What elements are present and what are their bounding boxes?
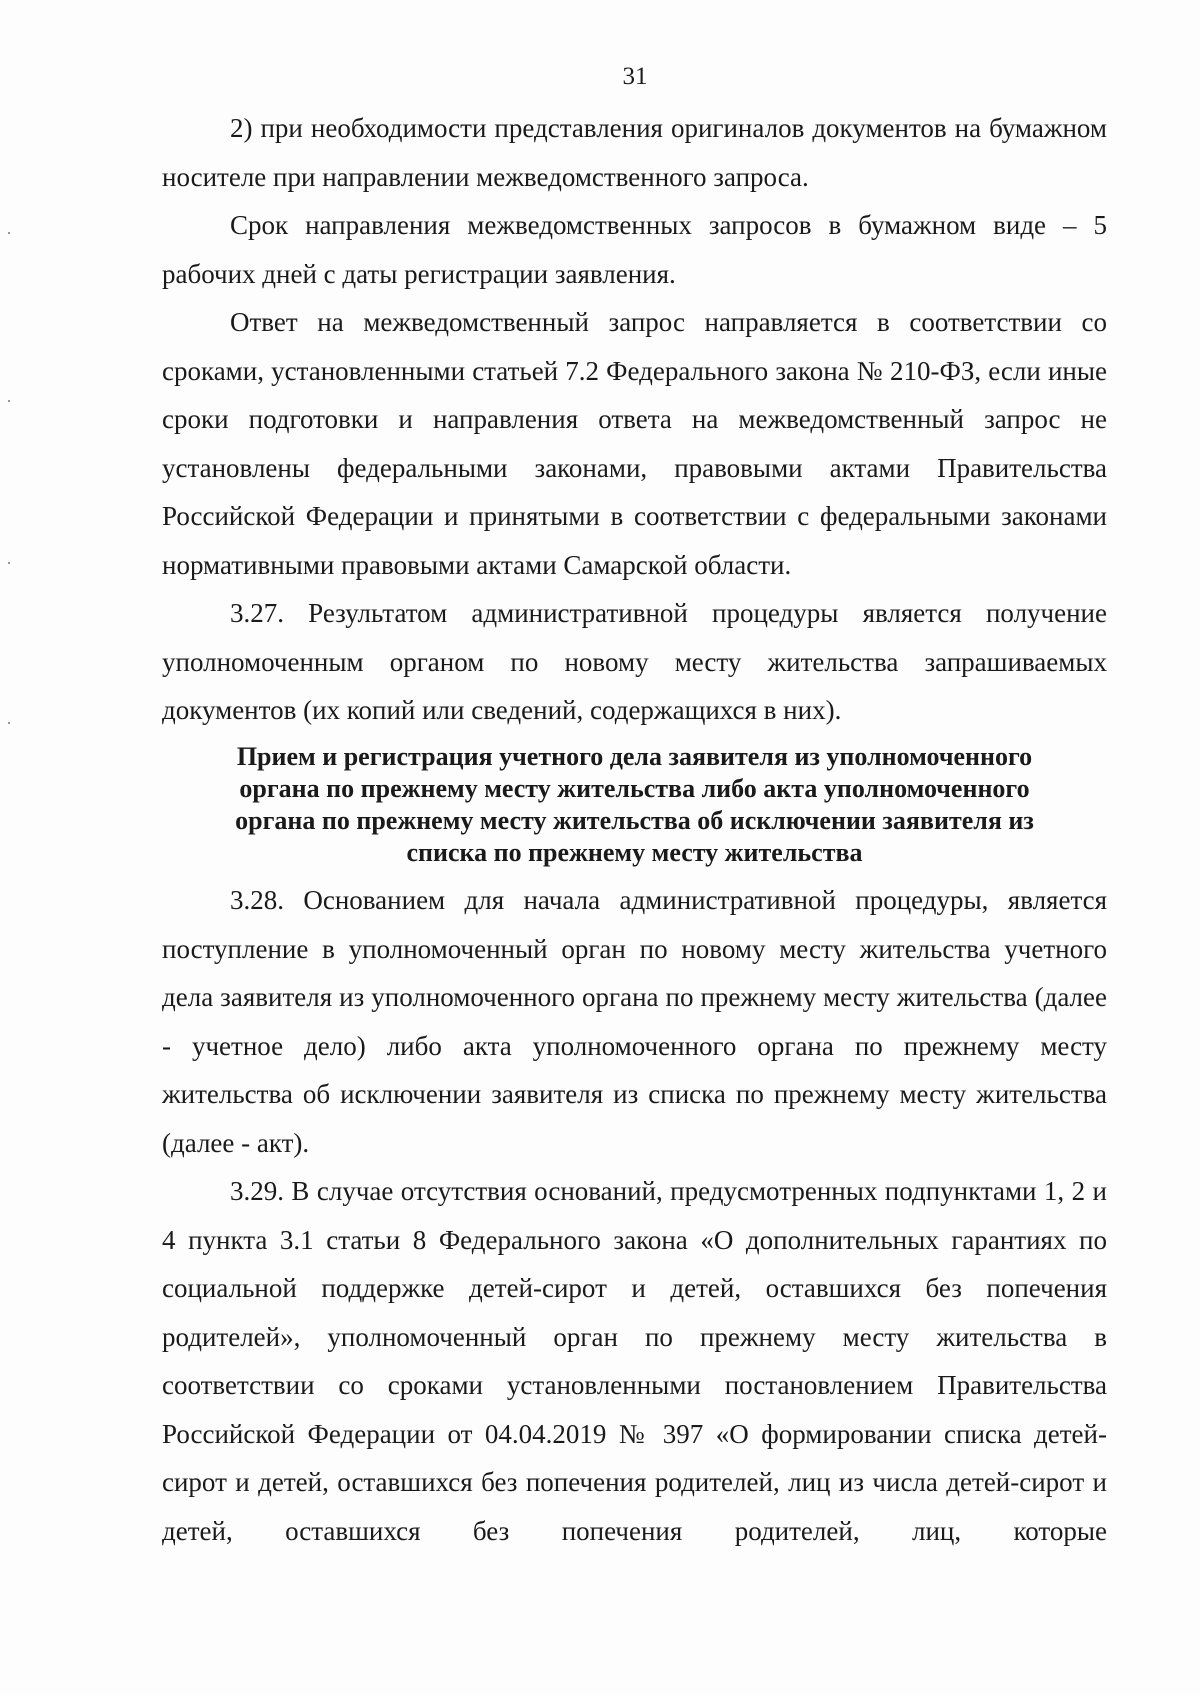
section-heading [162, 741, 1107, 869]
paragraph-deadline: Срок направления межведомственных запросов в бумажном виде – 5 рабочих дней с даты регистрации заявления. [162, 210, 1107, 289]
paragraph-3-27: 3.27. Результатом административной процедуры является получение уполномоченным органом по новому месту жительства запрашиваемых документов (их копий или сведений, содержащихся в них). [162, 598, 1107, 725]
page-number: 31 [622, 63, 648, 90]
heading-line: органа по прежнему месту жительства об исключении заявителя из [235, 806, 1034, 835]
heading-line: списка по прежнему месту жительства [406, 838, 863, 867]
scan-mark [8, 400, 10, 402]
body-section-one [162, 104, 1107, 735]
heading-line: органа по прежнему месту жительства либо акта уполномоченного [239, 774, 1030, 803]
paragraph-response: Ответ на межведомственный запрос направляется в соответствии со сроками, установленными статьей 7.2 Федерального закона № 210-ФЗ, если иные сроки подготовки и направления ответа на межведомственный запрос не установлены федеральными законами, правовыми актами Правительства Российской Федерации и принятыми в соответствии с федеральными законами нормативными правовыми актами Самарской области. [162, 307, 1107, 580]
scan-mark [8, 722, 10, 724]
scan-mark [8, 562, 10, 564]
paragraph-3-29: 3.29. В случае отсутствия оснований, предусмотренных подпунктами 1, 2 и 4 пункта 3.1 статьи 8 Федерального закона «О дополнительных гарантиях по социальной поддержке детей-сирот и детей, оставшихся без попечения родителей», уполномоченный орган по прежнему месту жительства в соответствии со сроками установленными постановлением Правительства Российской Федерации от 04.04.2019 № 397 «О формировании списка детей-сирот и детей, оставшихся без попечения родителей, лиц из числа детей-сирот и детей, оставшихся без попечения родителей, лиц, которые [162, 1176, 1107, 1546]
paragraph-item-2: 2) при необходимости представления оригиналов документов на бумажном носителе при направлении межведомственного запроса. [162, 113, 1107, 192]
body-section-two [162, 876, 1107, 1555]
heading-line: Прием и регистрация учетного дела заявителя из уполномоченного [236, 742, 1033, 771]
paragraph-3-28: 3.28. Основанием для начала административной процедуры, является поступление в уполномоченный орган по новому месту жительства учетного дела заявителя из уполномоченного органа по прежнему месту жительства (далее - учетное дело) либо акта уполномоченного органа по прежнему месту жительства об исключении заявителя из списка по прежнему месту жительства (далее - акт). [162, 885, 1107, 1158]
scan-mark [8, 232, 10, 234]
